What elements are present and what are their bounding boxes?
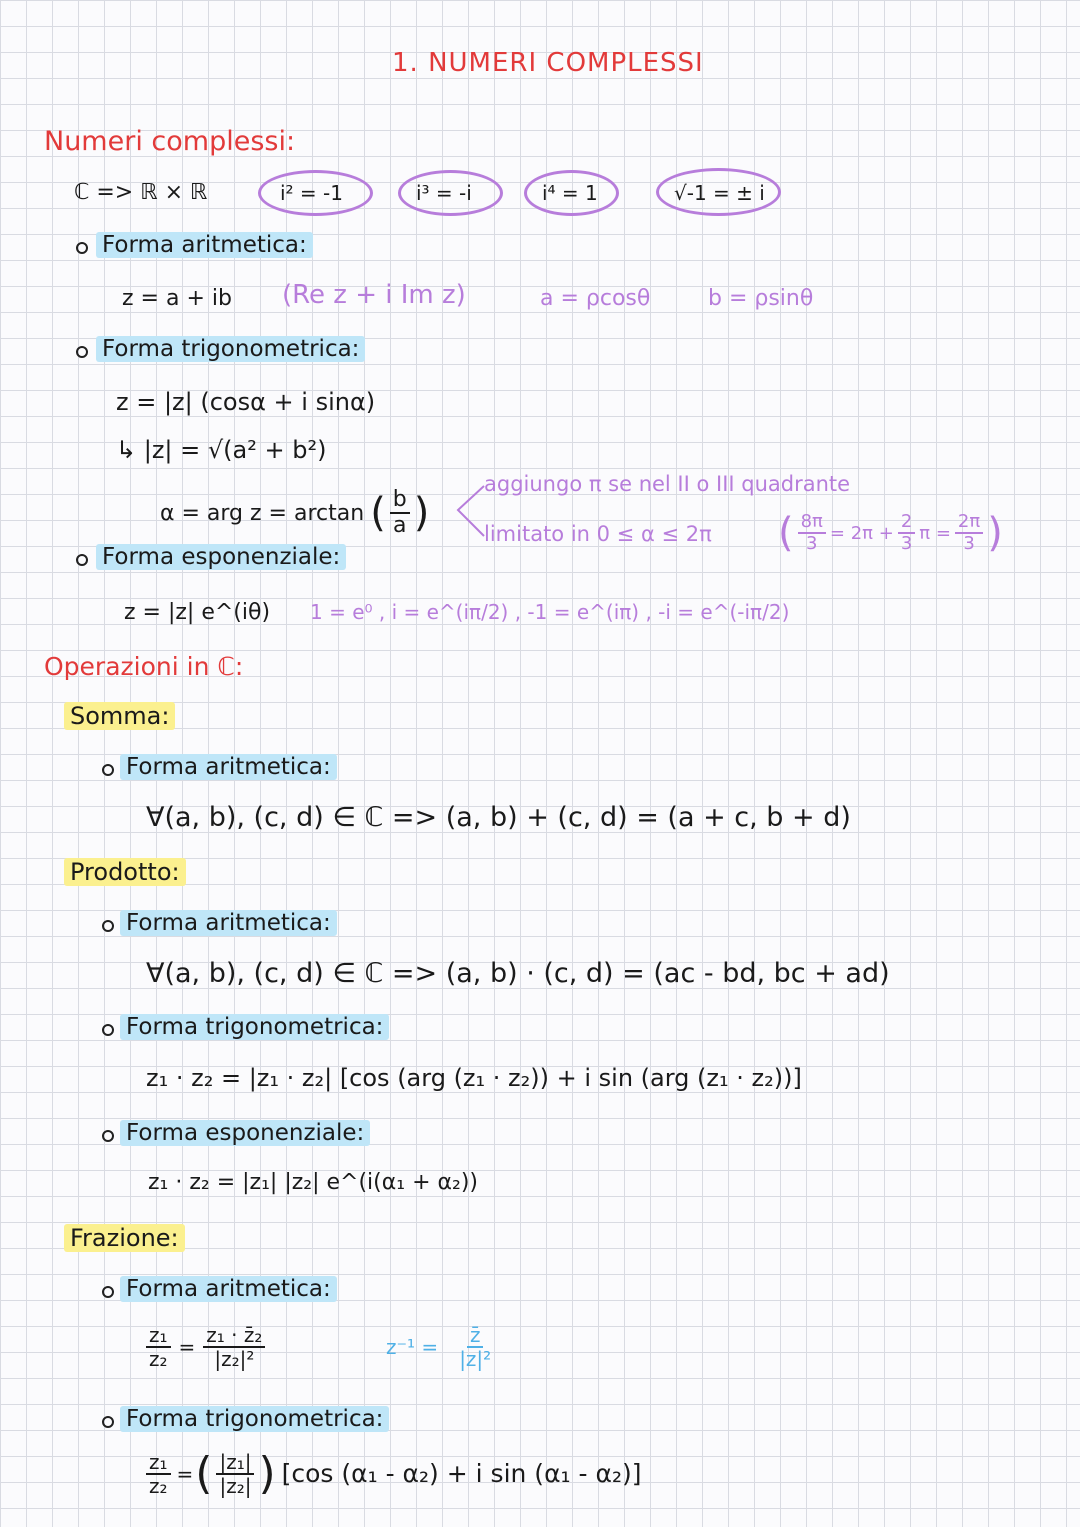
formula-prodotto-aritmetica: ∀(a, b), (c, d) ∈ ℂ => (a, b) · (c, d) = (ac - bd, bc + ad) (146, 958, 890, 989)
formula-aritmetica: z = a + ib (122, 286, 232, 311)
label-prodotto-trigonometrica-text: Forma trigonometrica: (120, 1014, 389, 1040)
example-lhs-num: 8π (798, 512, 826, 534)
example-mid-pi: π = (919, 522, 951, 544)
inverse-num: z̄ (467, 1324, 484, 1348)
bullet (76, 346, 88, 358)
page-title: 1. NUMERI COMPLESSI (392, 48, 704, 78)
label-prodotto-trigonometrica (120, 1016, 389, 1039)
example-rhs-num: 2π (955, 512, 983, 534)
argument-den: a (393, 513, 407, 539)
formula-somma: ∀(a, b), (c, d) ∈ ℂ => (a, b) + (c, d) = (a + c, b + d) (146, 802, 851, 833)
label-frazione-aritmetica (120, 1278, 337, 1301)
formula-trigonometrica: z = |z| (cosα + i sinα) (116, 388, 376, 416)
note-a-def: a = ρcosθ (540, 286, 651, 311)
frac-arith-rden: |z₂|² (214, 1347, 255, 1371)
note-re-im: (Re z + i Im z) (282, 280, 466, 310)
formula-inverse (386, 1324, 498, 1370)
label-somma-aritmetica-text: Forma aritmetica: (120, 754, 337, 780)
frac-trig-mden: |z₂| (219, 1473, 252, 1498)
label-frazione-trigonometrica-text: Forma trigonometrica: (120, 1406, 389, 1432)
frac-trig-num: z₁ (146, 1451, 171, 1475)
label-forma-aritmetica-text: Forma aritmetica: (96, 232, 313, 258)
note-aggiungo-pi: aggiungo π se nel II o III quadrante (484, 472, 851, 496)
bullet (102, 764, 114, 776)
frac-arith-rnum: z₁ · z̄₂ (203, 1324, 265, 1348)
heading-somma (64, 704, 175, 728)
frac-trig-mnum: |z₁| (216, 1451, 254, 1475)
heading-operazioni: Operazioni in ℂ: (44, 652, 244, 681)
argument-num: b (390, 488, 410, 514)
argument-text: α = arg z = arctan (160, 500, 365, 526)
bullet (102, 1286, 114, 1298)
example-rhs-den: 3 (963, 533, 975, 554)
label-somma-aritmetica (120, 756, 337, 779)
heading-prodotto (64, 860, 186, 884)
frac-arith-num: z₁ (146, 1324, 171, 1348)
bullet (102, 1416, 114, 1428)
label-frazione-aritmetica-text: Forma aritmetica: (120, 1276, 337, 1302)
note-brace (452, 480, 488, 544)
frac-trig-den: z₂ (149, 1473, 168, 1498)
heading-frazione (64, 1226, 185, 1250)
bullet (102, 920, 114, 932)
exp-examples: 1 = e⁰ , i = e^(iπ/2) , -1 = e^(iπ) , -i = e^(-iπ/2) (310, 600, 790, 624)
heading-somma-text: Somma: (64, 702, 175, 730)
frac-arith-den: z₂ (149, 1347, 168, 1371)
formula-argument: α = arg z = arctan ( $\frac{b}{a}$ ) (160, 487, 430, 539)
identity-i3: i³ = -i (416, 181, 472, 205)
formula-frazione-aritmetica: $\frac{\text{z₁}}{\text{z₂}}$ = $\frac{\text{z₁ · z̄₂}}{\text{|z₂|²}}$ (142, 1324, 269, 1370)
label-prodotto-aritmetica-text: Forma aritmetica: (120, 910, 337, 936)
formula-esponenziale: z = |z| e^(iθ) (124, 600, 271, 625)
identity-i4: i⁴ = 1 (542, 181, 598, 205)
identity-i2: i² = -1 (280, 181, 343, 205)
definition-c: ℂ => ℝ × ℝ (74, 180, 208, 205)
frac-trig-rest: [cos (α₁ - α₂) + i sin (α₁ - α₂)] (281, 1459, 642, 1488)
label-frazione-trigonometrica (120, 1408, 389, 1431)
formula-prodotto-trigonometrica: z₁ · z₂ = |z₁ · z₂| [cos (arg (z₁ · z₂)) + i sin (arg (z₁ · z₂))] (146, 1064, 802, 1092)
label-prodotto-aritmetica (120, 912, 337, 935)
example-mid: = 2π + (829, 522, 894, 544)
example-angle: ( $\frac{8\pi}{3}$ = 2π + $\frac{2}{3}$ π = $\frac{2\pi}{3}$ ) (778, 510, 1003, 556)
example-mid-num: 2 (898, 512, 915, 534)
label-forma-trigonometrica-text: Forma trigonometrica: (96, 336, 365, 362)
bullet (102, 1024, 114, 1036)
bullet (76, 554, 88, 566)
label-forma-trigonometrica (96, 338, 365, 361)
heading-numeri-complessi: Numeri complessi: (44, 126, 296, 157)
example-mid-den: 3 (900, 533, 913, 554)
label-prodotto-esponenziale-text: Forma esponenziale: (120, 1120, 370, 1146)
label-forma-esponenziale (96, 546, 346, 569)
bullet (76, 242, 88, 254)
identity-sqrt: √-1 = ± i (674, 181, 765, 205)
formula-prodotto-esponenziale: z₁ · z₂ = |z₁| |z₂| e^(i(α₁ + α₂)) (148, 1170, 478, 1195)
label-prodotto-esponenziale (120, 1122, 370, 1145)
heading-prodotto-text: Prodotto: (64, 858, 186, 886)
label-forma-esponenziale-text: Forma esponenziale: (96, 544, 346, 570)
formula-modulus: ↳ |z| = √(a² + b²) (116, 436, 327, 464)
formula-frazione-trigonometrica: $\frac{\text{z₁}}{\text{z₂}}$ = ( $\frac{\text{|z₁|}}{\text{|z₂|}}$ ) [cos (α₁ - α₂) + i sin (α₁ - α₂)] (142, 1448, 642, 1499)
note-limitato: limitato in 0 ≤ α ≤ 2π (484, 522, 712, 546)
example-lhs-den: 3 (806, 533, 818, 554)
note-b-def: b = ρsinθ (708, 286, 814, 311)
label-forma-aritmetica (96, 234, 313, 257)
inverse-den: |z|² (459, 1347, 492, 1371)
heading-frazione-text: Frazione: (64, 1224, 185, 1252)
bullet (102, 1130, 114, 1142)
inverse-lhs: z⁻¹ = (386, 1335, 439, 1359)
